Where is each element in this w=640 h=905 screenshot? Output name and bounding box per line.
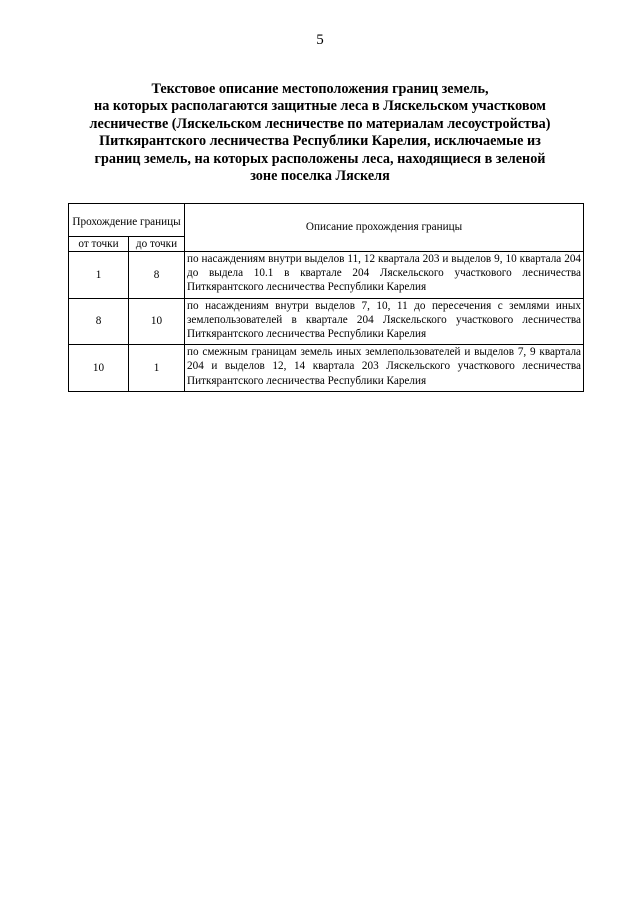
to-point-cell: 10 (129, 298, 185, 345)
table-row (69, 345, 584, 392)
description-cell: по насаждениям внутри выделов 7, 10, 11 до пересечения с землями иных землепользователей в квартале 204 Ляскельского участкового лесничества Питкярантского лесничества Республики Карелия (185, 298, 584, 345)
table-row (69, 298, 584, 345)
title-line: границ земель, на которых расположены леса, находящиеся в зеленой (94, 150, 546, 167)
title-line: зоне поселка Ляскеля (250, 168, 390, 185)
from-point-cell: 8 (69, 298, 129, 345)
title-line: лесничестве (Ляскельском лесничестве по материалам лесоустройства) (89, 115, 551, 132)
title-line: на которых располагаются защитные леса в Ляскельском участковом (94, 98, 546, 115)
from-point-cell: 10 (69, 345, 129, 392)
from-point-cell: 1 (69, 252, 129, 299)
to-point-cell: 1 (129, 345, 185, 392)
boundary-table (68, 203, 584, 392)
description-cell: по смежным границам земель иных землепользователей и выделов 7, 9 квартала 204 и выделов 12, 14 квартала 203 Ляскельского участкового лесничества Питкярантского лесничества Республики Карелия (185, 345, 584, 392)
header-description: Описание прохождения границы (185, 204, 584, 252)
to-point-cell: 8 (129, 252, 185, 299)
title-line: Питкярантского лесничества Республики Карелия, исключаемые из (99, 133, 541, 150)
header-to-point: до точки (129, 237, 185, 252)
header-boundary-passage: Прохождение границы (69, 204, 185, 237)
header-from-point: от точки (69, 237, 129, 252)
table-row (69, 252, 584, 299)
title-line: Текстовое описание местоположения границ земель, (151, 81, 489, 97)
page-number: 5 (316, 32, 324, 48)
document-title (60, 81, 580, 185)
table-header-row (69, 204, 584, 237)
description-cell: по насаждениям внутри выделов 11, 12 квартала 203 и выделов 9, 10 квартала 204 до выдела 10.1 в квартале 204 Ляскельского участкового лесничества Питкярантского лесничества Республики Карелия (185, 252, 584, 299)
